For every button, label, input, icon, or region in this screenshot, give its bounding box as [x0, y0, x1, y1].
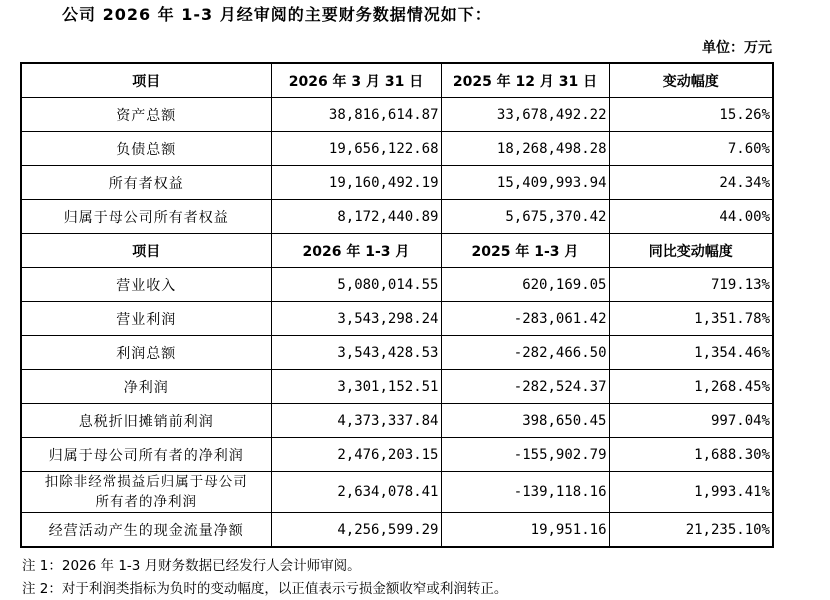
table-row — [21, 438, 773, 472]
header-cell: 项目 — [21, 234, 271, 268]
row-label: 经营活动产生的现金流量净额 — [21, 513, 271, 548]
header-cell: 2026 年 3 月 31 日 — [271, 63, 441, 98]
row-label-line: 所有者的净利润 — [95, 494, 197, 510]
change-cell: 1,351.78% — [609, 302, 773, 336]
change-cell: 15.26% — [609, 98, 773, 132]
financial-data-table — [20, 62, 774, 548]
table-header-row — [21, 234, 773, 268]
table-row — [21, 98, 773, 132]
row-label: 归属于母公司所有者的净利润 — [21, 438, 271, 472]
value-cell: 33,678,492.22 — [441, 98, 609, 132]
header-cell: 2025 年 12 月 31 日 — [441, 63, 609, 98]
value-cell: 5,675,370.42 — [441, 200, 609, 234]
value-cell: 3,543,298.24 — [271, 302, 441, 336]
value-cell: 3,301,152.51 — [271, 370, 441, 404]
row-label — [21, 472, 271, 513]
document-heading: 公司 2026 年 1-3 月经审阅的主要财务数据情况如下： — [62, 5, 492, 24]
change-cell: 44.00% — [609, 200, 773, 234]
table-row — [21, 513, 773, 548]
value-cell: 4,373,337.84 — [271, 404, 441, 438]
header-cell: 2026 年 1-3 月 — [271, 234, 441, 268]
value-cell: -283,061.42 — [441, 302, 609, 336]
table-row — [21, 166, 773, 200]
value-cell: -139,118.16 — [441, 472, 609, 513]
footnote-2: 注 2：对于利润类指标为负时的变动幅度，以正值表示亏损金额收窄或利润转正。 — [22, 581, 508, 597]
value-cell: 2,634,078.41 — [271, 472, 441, 513]
value-cell: 15,409,993.94 — [441, 166, 609, 200]
table-row — [21, 472, 773, 513]
row-label: 营业利润 — [21, 302, 271, 336]
table-row — [21, 268, 773, 302]
value-cell: -282,466.50 — [441, 336, 609, 370]
table-row — [21, 336, 773, 370]
value-cell: 2,476,203.15 — [271, 438, 441, 472]
row-label: 利润总额 — [21, 336, 271, 370]
value-cell: -282,524.37 — [441, 370, 609, 404]
change-cell: 24.34% — [609, 166, 773, 200]
unit-label: 单位：万元 — [702, 40, 772, 56]
change-cell: 1,354.46% — [609, 336, 773, 370]
row-label: 营业收入 — [21, 268, 271, 302]
row-label: 净利润 — [21, 370, 271, 404]
row-label-line: 扣除非经常损益后归属于母公司 — [44, 474, 248, 490]
row-label: 负债总额 — [21, 132, 271, 166]
value-cell: -155,902.79 — [441, 438, 609, 472]
value-cell: 19,951.16 — [441, 513, 609, 548]
table-row — [21, 132, 773, 166]
value-cell: 19,656,122.68 — [271, 132, 441, 166]
value-cell: 18,268,498.28 — [441, 132, 609, 166]
value-cell: 19,160,492.19 — [271, 166, 441, 200]
table-row — [21, 302, 773, 336]
change-cell: 1,268.45% — [609, 370, 773, 404]
value-cell: 3,543,428.53 — [271, 336, 441, 370]
change-cell: 21,235.10% — [609, 513, 773, 548]
value-cell: 620,169.05 — [441, 268, 609, 302]
value-cell: 8,172,440.89 — [271, 200, 441, 234]
header-cell: 同比变动幅度 — [609, 234, 773, 268]
table-header-row — [21, 63, 773, 98]
header-cell: 项目 — [21, 63, 271, 98]
value-cell: 5,080,014.55 — [271, 268, 441, 302]
value-cell: 38,816,614.87 — [271, 98, 441, 132]
row-label: 息税折旧摊销前利润 — [21, 404, 271, 438]
change-cell: 719.13% — [609, 268, 773, 302]
row-label: 资产总额 — [21, 98, 271, 132]
table-row — [21, 200, 773, 234]
header-cell: 变动幅度 — [609, 63, 773, 98]
row-label: 归属于母公司所有者权益 — [21, 200, 271, 234]
footnote-1: 注 1：2026 年 1-3 月财务数据已经发行人会计师审阅。 — [22, 558, 361, 574]
table-row — [21, 404, 773, 438]
change-cell: 1,993.41% — [609, 472, 773, 513]
value-cell: 4,256,599.29 — [271, 513, 441, 548]
row-label: 所有者权益 — [21, 166, 271, 200]
change-cell: 1,688.30% — [609, 438, 773, 472]
change-cell: 7.60% — [609, 132, 773, 166]
change-cell: 997.04% — [609, 404, 773, 438]
header-cell: 2025 年 1-3 月 — [441, 234, 609, 268]
table-row — [21, 370, 773, 404]
value-cell: 398,650.45 — [441, 404, 609, 438]
